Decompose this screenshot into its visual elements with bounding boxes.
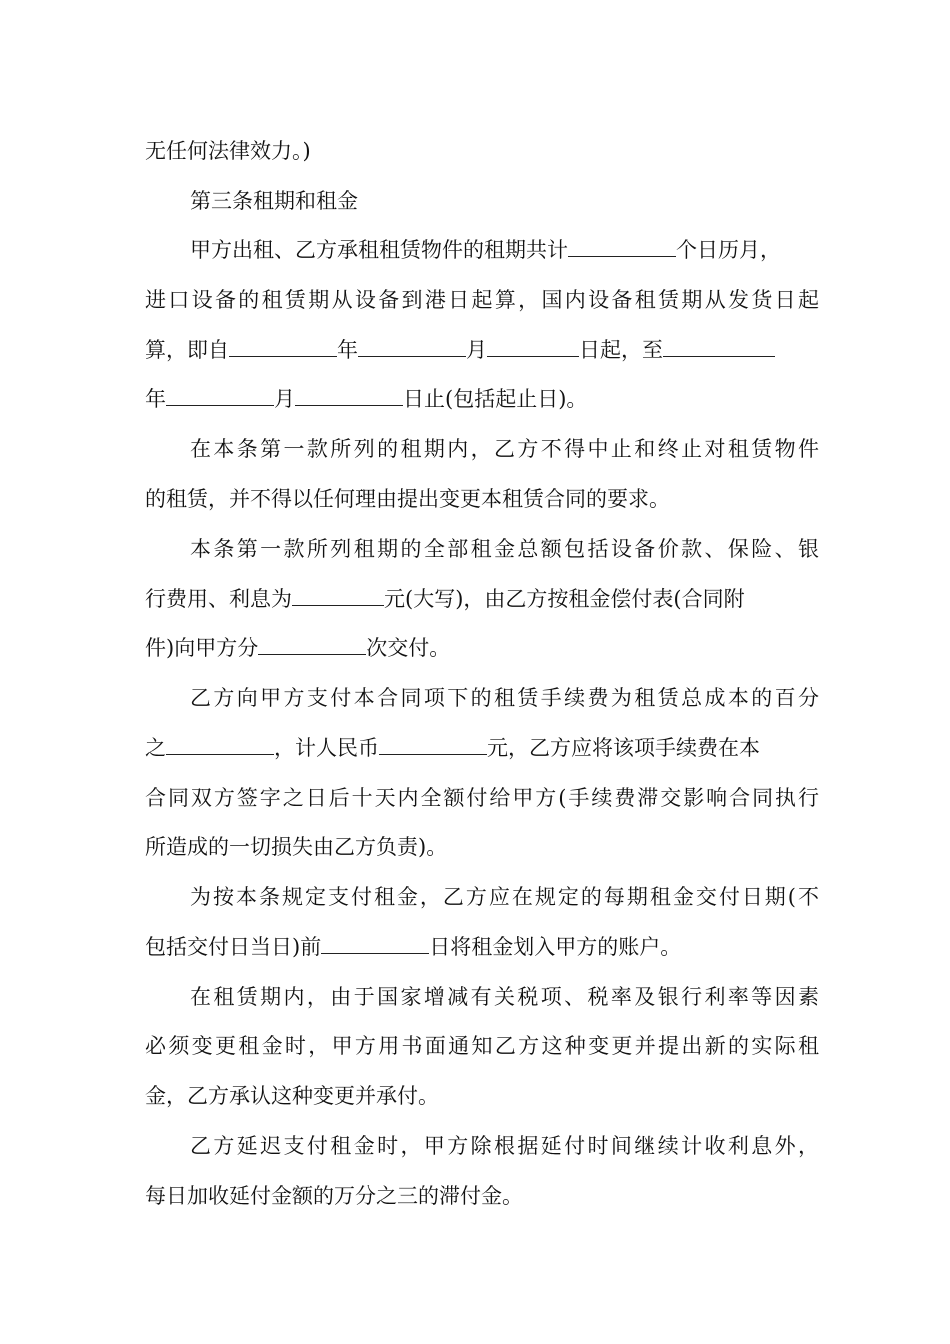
text-line bbox=[145, 633, 450, 663]
line-text: 次交付。 bbox=[366, 636, 451, 660]
fill-in-blank[interactable] bbox=[379, 736, 487, 755]
text-line bbox=[190, 683, 819, 713]
line-text: 金，乙方承认这种变更并承付。 bbox=[145, 1084, 439, 1108]
text-line bbox=[145, 484, 670, 514]
line-text: 算，即自 bbox=[145, 338, 229, 362]
text-line bbox=[190, 1131, 819, 1161]
line-text: 日将租金划入甲方的账户。 bbox=[429, 935, 682, 959]
fill-in-blank[interactable] bbox=[358, 338, 466, 357]
text-line bbox=[190, 982, 819, 1012]
text-line bbox=[145, 733, 760, 763]
line-text: 月 bbox=[466, 338, 487, 362]
section-heading bbox=[190, 186, 358, 216]
fill-in-blank[interactable] bbox=[295, 387, 403, 406]
text-line bbox=[145, 285, 819, 315]
line-text: 乙方向甲方支付本合同项下的租赁手续费为租赁总成本的百分 bbox=[190, 686, 819, 710]
text-line bbox=[145, 832, 447, 862]
text-line bbox=[190, 534, 819, 564]
line-text: 月 bbox=[274, 387, 295, 411]
line-text: 年 bbox=[145, 387, 166, 411]
text-line bbox=[145, 584, 745, 614]
line-text: 甲方出租、乙方承租租赁物件的租期共计 bbox=[190, 238, 568, 262]
line-text: 元(大写)，由乙方按租金偿付表(合同附 bbox=[384, 587, 745, 611]
line-text: 在租赁期内，由于国家增减有关税项、税率及银行利率等因素 bbox=[190, 985, 819, 1009]
fill-in-blank[interactable] bbox=[166, 736, 274, 755]
line-text: 行费用、利息为 bbox=[145, 587, 292, 611]
fill-in-blank[interactable] bbox=[229, 338, 337, 357]
line-text: 所造成的一切损失由乙方负责)。 bbox=[145, 835, 448, 859]
line-text: ，计人民币 bbox=[274, 736, 379, 760]
text-line bbox=[145, 1081, 439, 1111]
fill-in-blank[interactable] bbox=[258, 636, 366, 655]
line-text: 的租赁，并不得以任何理由提出变更本租赁合同的要求。 bbox=[145, 487, 670, 511]
line-text: 个日历月， bbox=[676, 238, 781, 262]
line-text: 合同双方签字之日后十天内全额付给甲方(手续费滞交影响合同执行 bbox=[145, 786, 819, 810]
line-text: 日起，至 bbox=[579, 338, 663, 362]
text-line bbox=[145, 384, 587, 414]
line-text: 无任何法律效力。) bbox=[145, 139, 311, 163]
line-text: 在本条第一款所列的租期内，乙方不得中止和终止对租赁物件 bbox=[190, 437, 819, 461]
line-text: 日止(包括起止日)。 bbox=[403, 387, 588, 411]
fill-in-blank[interactable] bbox=[568, 238, 676, 257]
text-line bbox=[145, 783, 819, 813]
line-text: 件)向甲方分 bbox=[145, 636, 259, 660]
text-line bbox=[190, 882, 819, 912]
line-text: 乙方延迟支付租金时，甲方除根据延付时间继续计收利息外， bbox=[190, 1134, 819, 1158]
line-text: 年 bbox=[337, 338, 358, 362]
line-text: 之 bbox=[145, 736, 166, 760]
line-text: 本条第一款所列租期的全部租金总额包括设备价款、保险、银 bbox=[190, 537, 819, 561]
line-text: 进口设备的租赁期从设备到港日起算，国内设备租赁期从发货日起 bbox=[145, 288, 819, 312]
line-text: 包括交付日当日)前 bbox=[145, 935, 322, 959]
text-line bbox=[190, 235, 781, 265]
text-line bbox=[145, 1181, 523, 1211]
text-line bbox=[145, 932, 681, 962]
fill-in-blank[interactable] bbox=[166, 387, 274, 406]
fill-in-blank[interactable] bbox=[321, 935, 429, 954]
line-text: 必须变更租金时，甲方用书面通知乙方这种变更并提出新的实际租 bbox=[145, 1034, 819, 1058]
fill-in-blank[interactable] bbox=[663, 338, 775, 357]
line-text: 每日加收延付金额的万分之三的滞付金。 bbox=[145, 1184, 523, 1208]
text-line bbox=[190, 434, 819, 464]
line-text: 第三条租期和租金 bbox=[190, 189, 358, 213]
text-line bbox=[145, 335, 775, 365]
fill-in-blank[interactable] bbox=[487, 338, 579, 357]
line-text: 为按本条规定支付租金，乙方应在规定的每期租金交付日期(不 bbox=[190, 885, 819, 909]
text-line bbox=[145, 136, 311, 166]
text-line bbox=[145, 1031, 819, 1061]
line-text: 元，乙方应将该项手续费在本 bbox=[487, 736, 760, 760]
fill-in-blank[interactable] bbox=[292, 587, 384, 606]
